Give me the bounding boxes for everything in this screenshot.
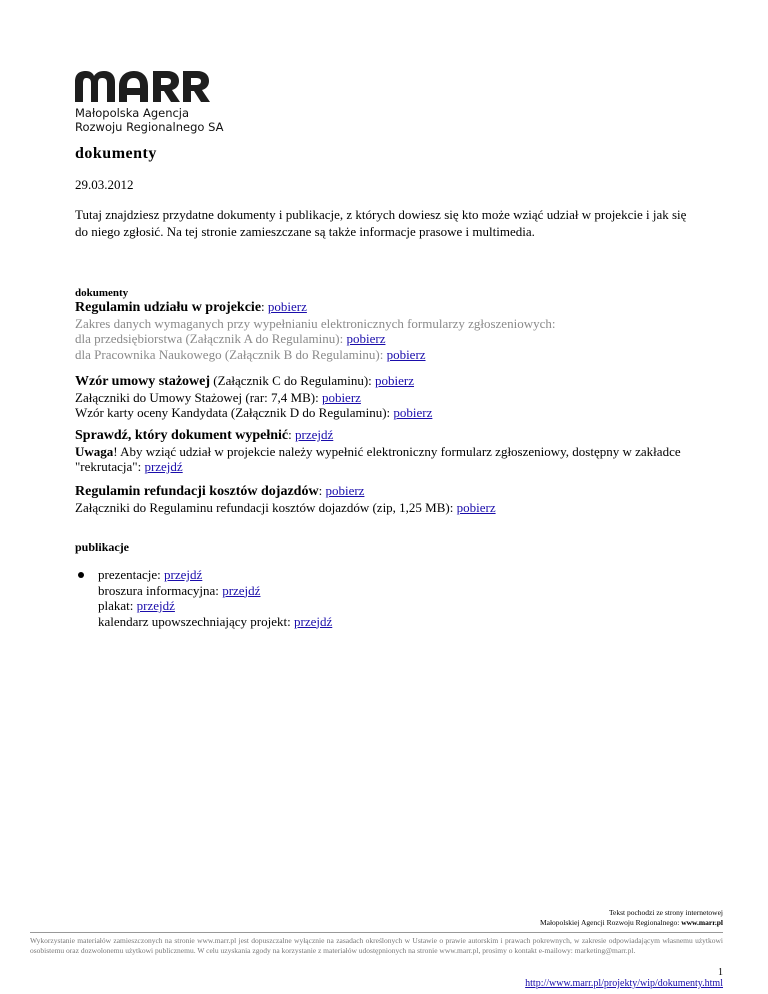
pracownik-naukowy-download-link[interactable]: pobierz [386, 346, 426, 362]
publications-list [98, 567, 332, 629]
wzor-umowy-text: (Załącznik C do Regulaminu): [210, 373, 372, 388]
wzor-umowy-title: Wzór umowy stażowej [75, 374, 211, 389]
przedsiebiorstwa-download-link[interactable]: pobierz [346, 331, 386, 346]
rekrutacja-link[interactable]: przejdź [144, 459, 183, 474]
karta-oceny-download-link[interactable]: pobierz [393, 405, 433, 420]
przedsiebiorstwa-text: dla przedsiębiorstwa (Załącznik A do Regulaminu): [75, 331, 344, 346]
regulamin-title: Regulamin udziału w projekcie [75, 300, 262, 315]
sprawdz-title: Sprawdź, który dokument wypełnić [75, 428, 289, 443]
source-note: Tekst pochodzi ze strony internetowej Małopolskiej Agencji Rozwoju Regionalnego: www.marr.pl [539, 908, 723, 927]
regulamin-block: Regulamin udziału w projekcie: pobierz Zakres danych wymaganych przy wypełnianiu elektronicznych formularzy zgłoszeniowych: dla przedsiębiorstwa (Załącznik A do Regulaminu): pobierz dla Pracownika Naukowego (Załącznik B do Regulaminu): pobierz [75, 299, 715, 362]
list-item: prezentacje: przejdź [98, 567, 203, 582]
zakres-text: Zakres danych wymaganych przy wypełnianiu elektronicznych formularzy zgłoszeniowych: [75, 315, 556, 331]
marr-logo [75, 68, 223, 134]
refundacja-zalaczniki-text: Załączniki do Regulaminu refundacji kosztów dojazdów (zip, 1,25 MB): [75, 499, 454, 515]
refundacja-title: Regulamin refundacji kosztów dojazdów [75, 484, 319, 499]
umowa-block [75, 373, 715, 421]
source-site: www.marr.pl [681, 918, 723, 927]
prezentacje-link[interactable]: przejdź [164, 567, 203, 582]
sprawdz-block: Sprawdź, który dokument wypełnić: przejdź Uwaga! Aby wziąć udział w projekcie należy wypełnić elektroniczny formularz zgłoszeniowy, dostępny w zakładce "rekrutacja": przejdź [75, 427, 681, 474]
page-url-link[interactable]: http://www.marr.pl/projekty/wip/dokumenty.html [525, 978, 723, 989]
publications-section-label: publikacje [75, 540, 130, 554]
pracownik-naukowy-text: dla Pracownika Naukowego (Załącznik B do Regulaminu): [75, 346, 384, 362]
publication-date: 29.03.2012 [75, 177, 134, 192]
refundacja-download-link[interactable]: pobierz [325, 483, 365, 498]
refundacja-block: Regulamin refundacji kosztów dojazdów: pobierz Załączniki do Regulaminu refundacji kosztów dojazdów (zip, 1,25 MB): pobierz [75, 483, 496, 515]
kalendarz-link[interactable]: przejdź [294, 613, 333, 629]
logo-line-2: Rozwoju Regionalnego SA [75, 120, 224, 134]
list-item: plakat: przejdź [98, 598, 175, 613]
list-bullet-icon [78, 572, 84, 578]
footer-copyright-text: Wykorzystanie materiałów zamieszczonych na stronie www.marr.pl jest dopuszczalne wyłącznie na zasadach określonych w Ustawie o prawie autorskim i prawach pokrewnych, w zakresie odpowiadającym własnemu użytkowi osobistemu oraz dozwolonemu użytkowi publicznemu. W celu uzyskania zgody na korzystanie z materiałów udostępnionych na stronie www.marr.pl, prosimy o kontakt e-mailowy: marketing@marr.pl. [30, 936, 723, 955]
regulamin-download-link[interactable]: pobierz [267, 299, 307, 314]
sprawdz-link[interactable]: przejdź [295, 427, 334, 442]
plakat-link[interactable]: przejdź [136, 598, 175, 613]
list-item: kalendarz upowszechniający projekt: przejdź [98, 613, 333, 629]
list-item: broszura informacyjna: przejdź [98, 582, 261, 598]
documents-section-label: dokumenty [75, 287, 129, 299]
marr-wordmark-logo [75, 68, 215, 104]
intro-paragraph: Tutaj znajdziesz przydatne dokumenty i publikacje, z których dowiesz się kto może wziąć udział w projekcie i jak się do niego zgłosić. Na tej stronie zamieszczane są także informacje prasowe i multimedia. [75, 207, 687, 239]
page-title: dokumenty [75, 145, 157, 162]
uwaga-label: Uwaga [75, 443, 114, 459]
wzor-umowy-download-link[interactable]: pobierz [375, 373, 415, 388]
zalaczniki-umowy-download-link[interactable]: pobierz [321, 389, 361, 405]
refundacja-zalaczniki-download-link[interactable]: pobierz [456, 499, 496, 515]
footer-divider [30, 932, 723, 933]
broszura-link[interactable]: przejdź [222, 582, 261, 598]
logo-line-1: Małopolska Agencja [75, 106, 190, 120]
page-number: 1 [718, 967, 723, 978]
zalaczniki-umowy-text: Załączniki do Umowy Stażowej (rar: 7,4 MB): [75, 389, 319, 405]
uwaga-text: ! Aby wziąć udział w projekcie należy wypełnić elektroniczny formularz zgłoszeniowy, dostępny w zakładce "rekrutacja": [75, 443, 681, 474]
karta-oceny-text: Wzór karty oceny Kandydata (Załącznik D do Regulaminu): [75, 405, 391, 420]
